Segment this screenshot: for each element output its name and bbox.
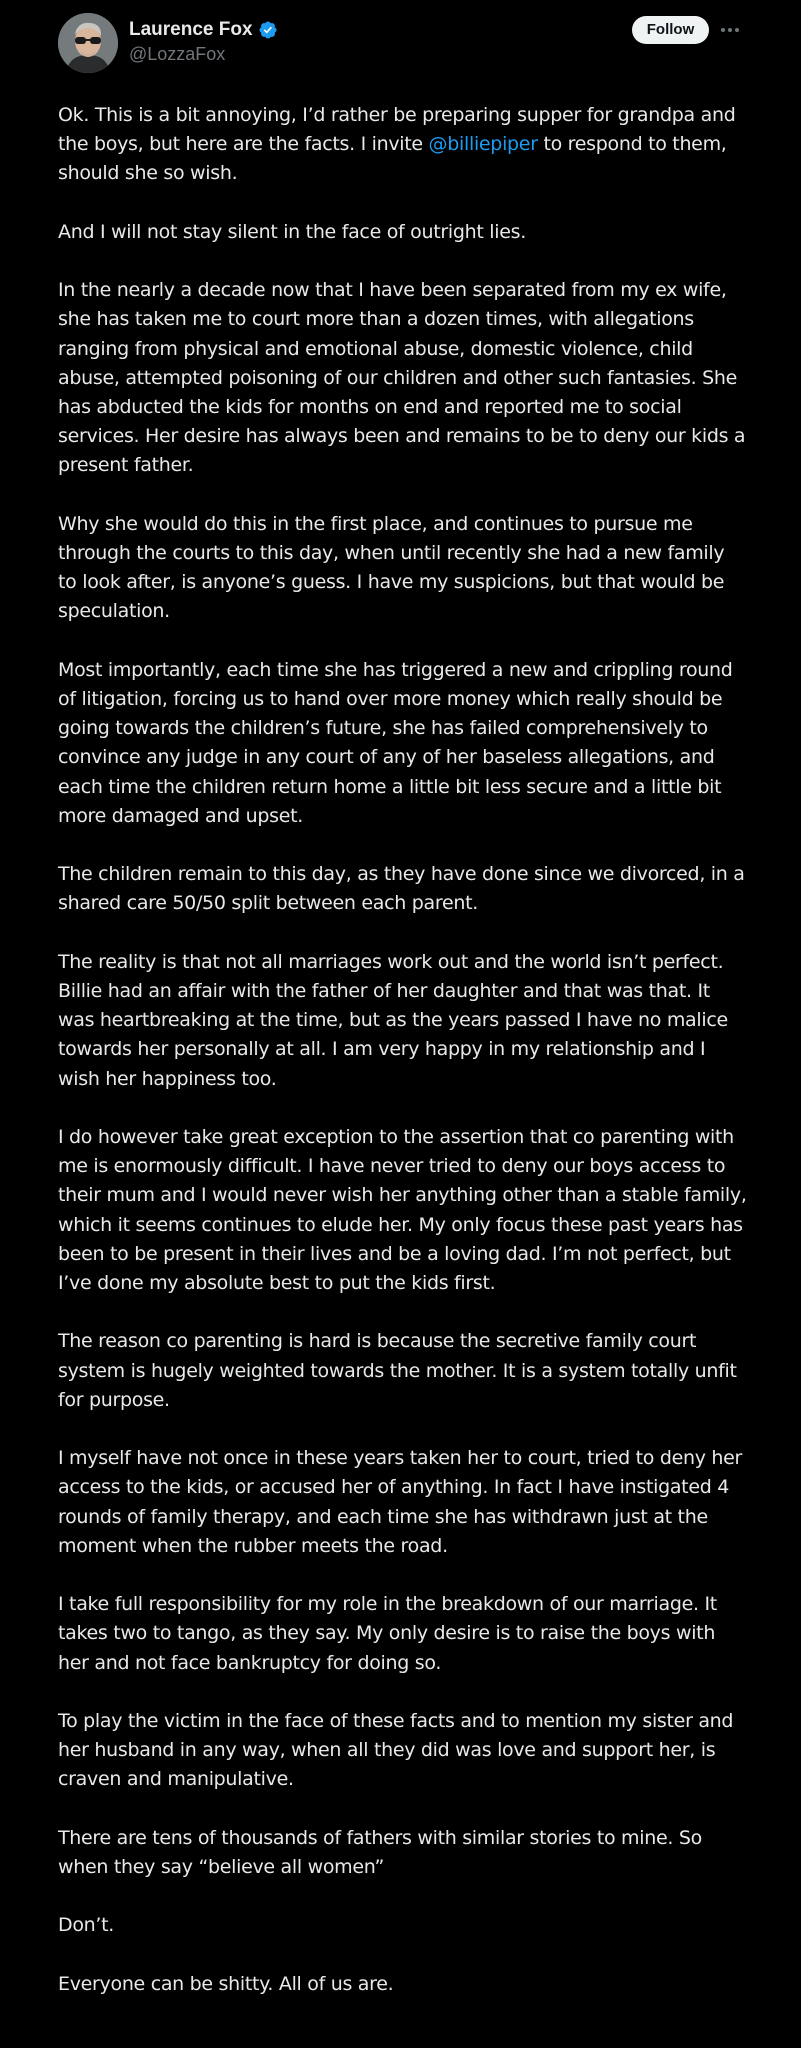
tweet-paragraph: I myself have not once in these years taken her to court, tried to deny her access to the kids, or accused her of anything. In fact I have instigated 4 rounds of family therapy, and each time she has withdrawn just at the moment when the rubber meets the road.	[58, 1447, 743, 1557]
tweet-text	[58, 101, 748, 2028]
tweet-paragraph: The reason co parenting is hard is because the secretive family court system is hugely weighted towards the mother. It is a system totally unfit for purpose.	[58, 1330, 737, 1411]
follow-button[interactable]: Follow	[632, 16, 709, 44]
verified-badge-icon	[258, 20, 278, 40]
ellipsis-icon[interactable]	[718, 18, 742, 42]
tweet-paragraph: Why she would do this in the first place, and continues to pursue me through the courts to this day, when until recently she had a new family to look after, is anyone’s guess. I have my suspicions, but that would be speculation.	[58, 512, 725, 623]
tweet-paragraph: There are tens of thousands of fathers with similar stories to mine. So when they say “believe all women”	[58, 1826, 702, 1878]
user-handle[interactable]: @LozzaFox	[129, 44, 226, 64]
tweet-paragraph: And I will not stay silent in the face of outright lies.	[58, 220, 526, 243]
display-name[interactable]: Laurence Fox	[129, 19, 253, 40]
tweet-header	[0, 0, 801, 84]
tweet-paragraph: Most importantly, each time she has triggered a new and crippling round of litigation, forcing us to hand over more money which really should be going towards the children’s future, she has failed comprehensively to convince any judge in any court of any of her baseless allegations, and each time the children return home a little bit less secure and a little bit more damaged and upset.	[58, 658, 733, 827]
tweet-text-segment: to respond to them, should she so wish.	[58, 133, 727, 185]
tweet-paragraph: In the nearly a decade now that I have been separated from my ex wife, she has taken me to court more than a dozen times, with allegations ranging from physical and emotional abuse, domestic violence, child abuse, attempted poisoning of our children and other such fantasies. She has abducted the kids for months on end and reported me to social services. Her desire has always been and remains to be to deny our kids a present father.	[58, 279, 746, 477]
tweet-paragraph: I do however take great exception to the assertion that co parenting with me is enormously difficult. I have never tried to deny our boys access to their mum and I would never wish her anything other than a stable family, which it seems continues to elude her. My only focus these past years has been to be present in their lives and be a loving dad. I’m not perfect, but I’ve done my absolute best to put the kids first.	[58, 1126, 747, 1295]
tweet-paragraph: The reality is that not all marriages work out and the world isn’t perfect. Billie had an affair with the father of her daughter and that was that. It was heartbreaking at the time, but as the years passed I have no malice towards her personally at all. I am very happy in my relationship and I wish her happiness too.	[58, 950, 728, 1090]
tweet-paragraph: Don’t.	[58, 1914, 115, 1937]
tweet-paragraph: I take full responsibility for my role in the breakdown of our marriage. It takes two to tango, as they say. My only desire is to raise the boys with her and not face bankruptcy for doing so.	[58, 1593, 717, 1674]
tweet-paragraph	[58, 101, 748, 189]
mention-link[interactable]: @billiepiper	[428, 133, 538, 156]
tweet-paragraph: Everyone can be shitty. All of us are.	[58, 1972, 394, 1995]
profile-photo-icon	[58, 13, 118, 73]
tweet-text-segment: Ok. This is a bit annoying, I’d rather be preparing supper for grandpa and the boys, but here are the facts. I invite	[58, 104, 736, 156]
avatar[interactable]	[58, 13, 118, 73]
tweet-paragraph: The children remain to this day, as they have done since we divorced, in a shared care 50/50 split between each parent.	[58, 863, 745, 915]
display-name-row	[129, 17, 278, 43]
tweet-paragraph: To play the victim in the face of these facts and to mention my sister and her husband in any way, when all they did was love and support her, is craven and manipulative.	[58, 1710, 734, 1791]
